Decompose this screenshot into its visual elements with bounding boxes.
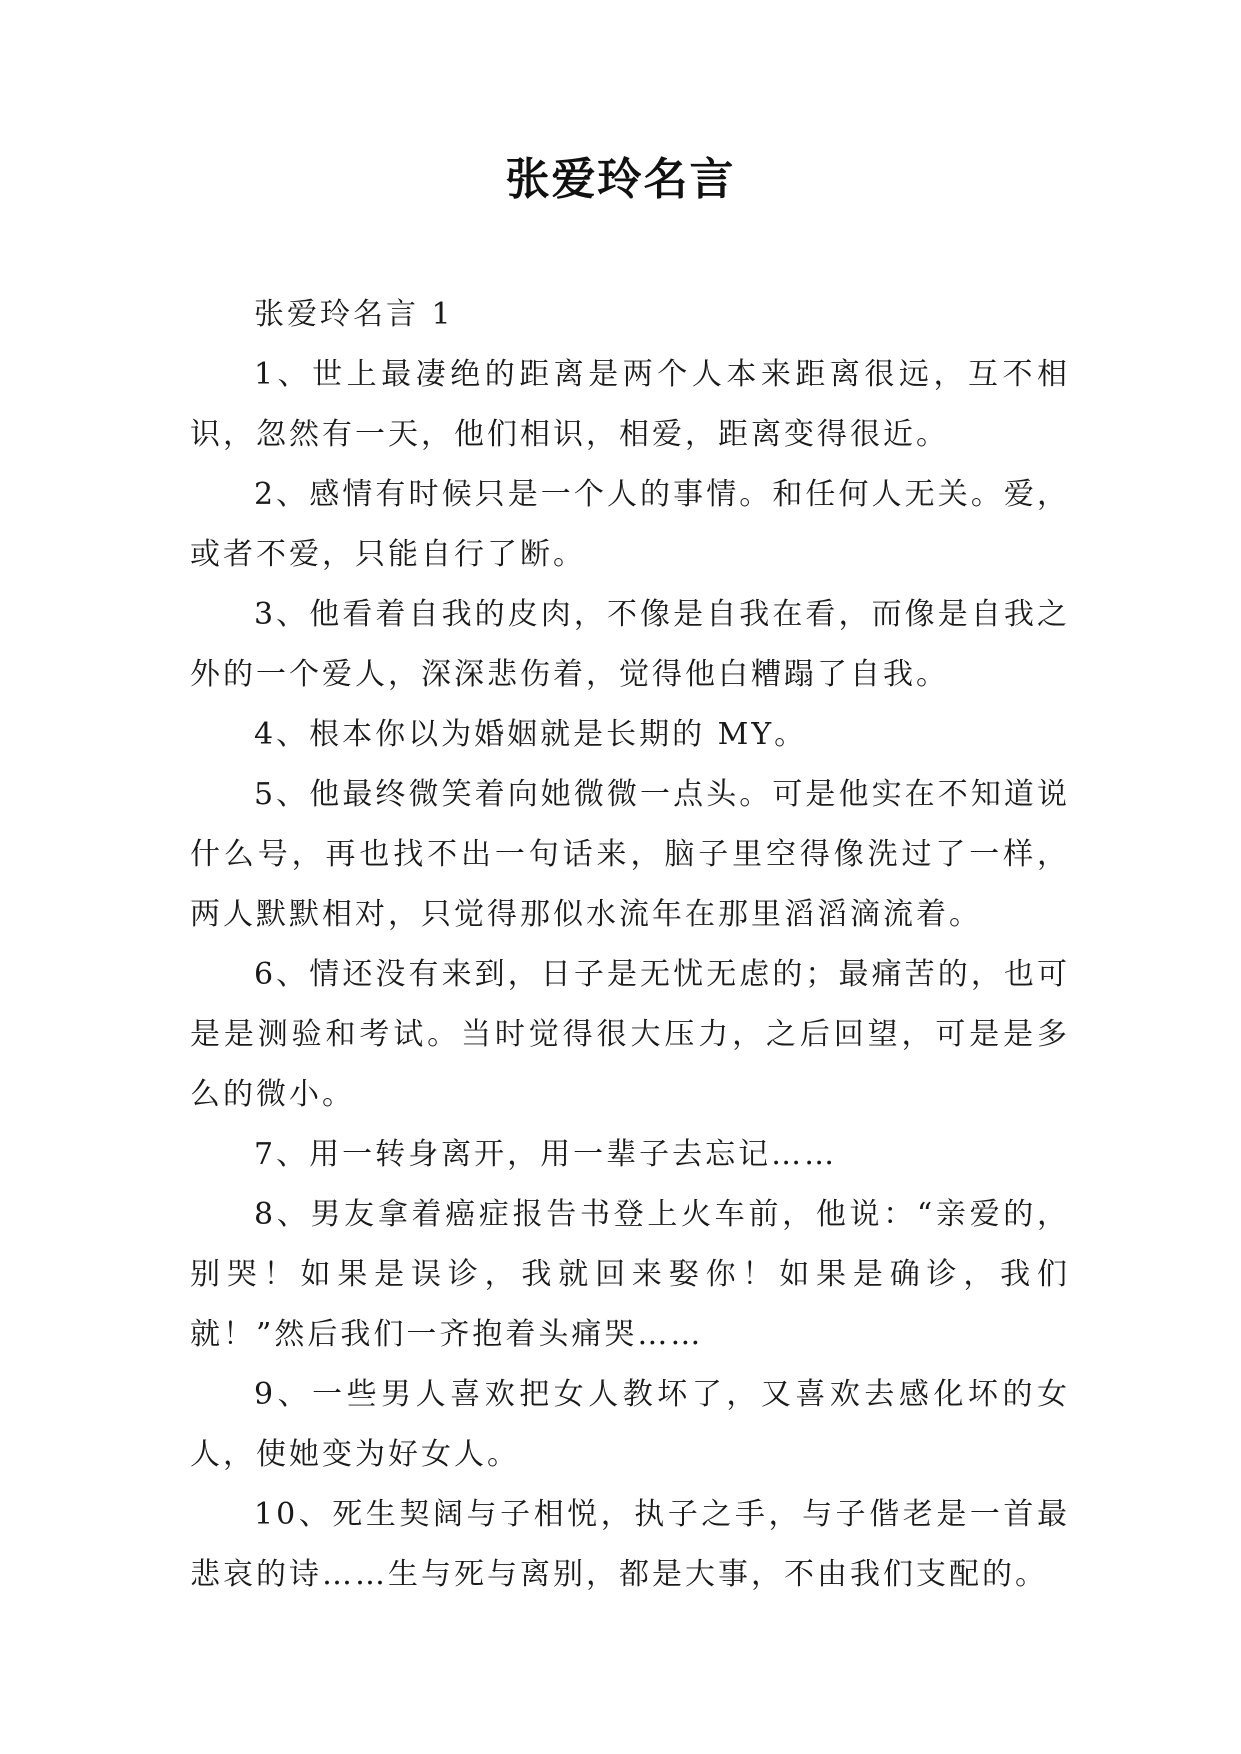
- paragraph: 5、他最终微笑着向她微微一点头。可是他实在不知道说什么号，再也找不出一句话来，脑子里空得像洗过了一样，两人默默相对，只觉得那似水流年在那里滔滔滴流着。: [190, 777, 1070, 932]
- paragraph: 8、男友拿着癌症报告书登上火车前，他说：“亲爱的，别哭！如果是误诊，我就回来娶你！如果是确诊，我们就！”然后我们一齐抱着头痛哭……: [190, 1197, 1070, 1352]
- paragraph: 10、死生契阔与子相悦，执子之手，与子偕老是一首最悲哀的诗……生与死与离别，都是大事，不由我们支配的。: [190, 1497, 1070, 1592]
- page-title: 张爱玲名言: [505, 154, 736, 205]
- section-heading: 张爱玲名言 1: [254, 297, 454, 332]
- paragraph: 4、根本你以为婚姻就是长期的 MY。: [254, 717, 808, 752]
- paragraph: 9、一些男人喜欢把女人教坏了，又喜欢去感化坏的女人，使她变为好女人。: [190, 1377, 1070, 1472]
- paragraph: 3、他看着自我的皮肉，不像是自我在看，而像是自我之外的一个爱人，深深悲伤着，觉得他白糟蹋了自我。: [190, 597, 1070, 692]
- paragraph: 2、感情有时候只是一个人的事情。和任何人无关。爱，或者不爱，只能自行了断。: [190, 477, 1070, 572]
- paragraph: 7、用一转身离开，用一辈子去忘记……: [254, 1137, 838, 1172]
- paragraph: 1、世上最凄绝的距离是两个人本来距离很远，互不相识，忽然有一天，他们相识，相爱，距离变得很近。: [190, 357, 1070, 452]
- paragraph: 6、情还没有来到，日子是无忧无虑的；最痛苦的，也可是是测验和考试。当时觉得很大压力，之后回望，可是是多么的微小。: [190, 957, 1070, 1112]
- document-body: [190, 285, 1070, 1605]
